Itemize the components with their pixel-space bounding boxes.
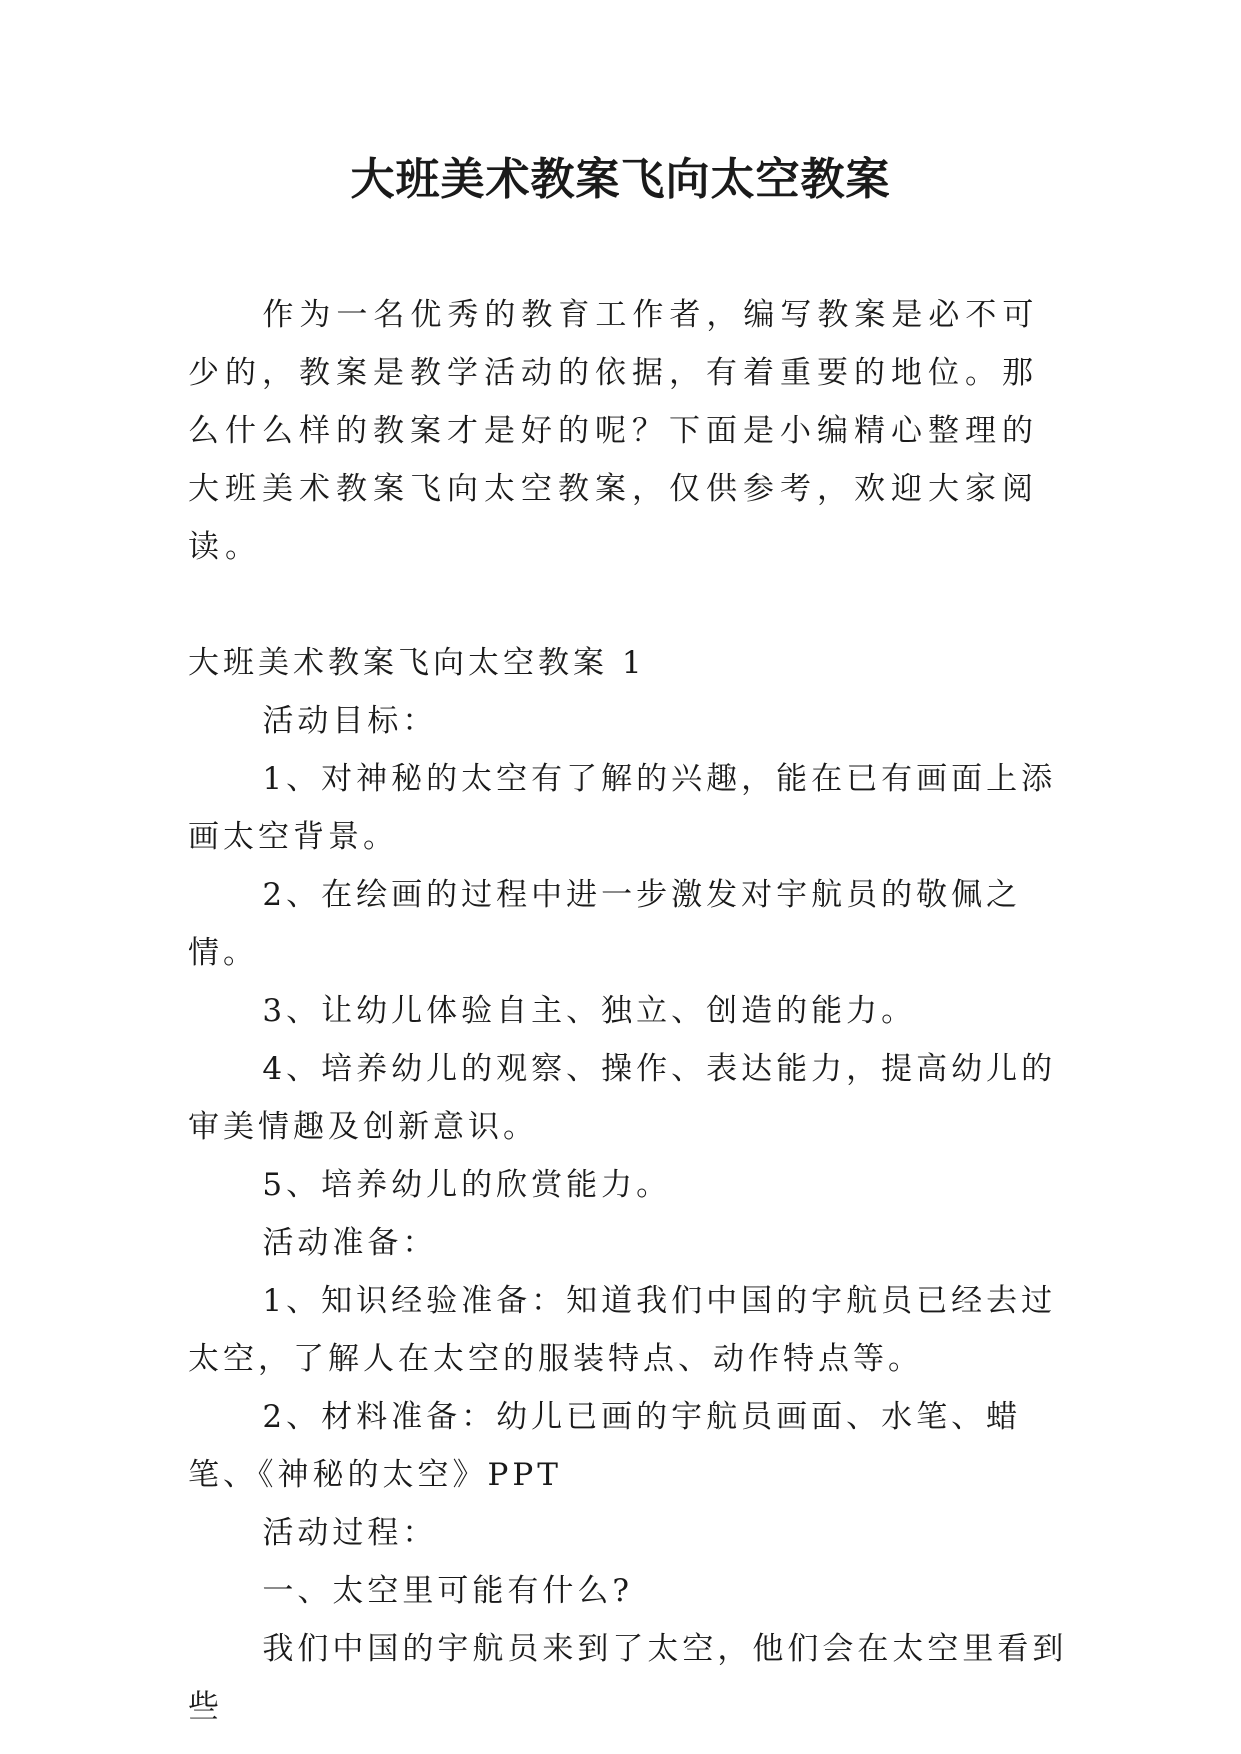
paragraph-prep-1: 1、知识经验准备：知道我们中国的宇航员已经去过太空，了解人在太空的服装特点、动作特点等。 <box>188 1283 1057 1377</box>
section-heading: 大班美术教案飞向太空教案 1 <box>188 645 646 681</box>
paragraph-prep-2: 2、材料准备：幼儿已画的宇航员画面、水笔、蜡笔、《神秘的太空》PPT <box>188 1399 1022 1493</box>
paragraph-goal-4: 4、培养幼儿的观察、操作、表达能力，提高幼儿的审美情趣及创新意识。 <box>188 1051 1057 1145</box>
paragraph-activity-goals-label: 活动目标： <box>262 703 438 739</box>
paragraph-goal-3: 3、让幼儿体验自主、独立、创造的能力。 <box>262 993 917 1029</box>
intro-paragraph: 作为一名优秀的教育工作者，编写教案是必不可少的，教案是教学活动的依据，有着重要的地位。那么什么样的教案才是好的呢？下面是小编精心整理的大班美术教案飞向太空教案，仅供参考，欢迎大家阅读。 <box>188 297 1040 565</box>
paragraph-process-step-1: 一、太空里可能有什么? <box>262 1573 634 1609</box>
paragraph-activity-prep-label: 活动准备： <box>262 1225 438 1261</box>
paragraph-activity-process-label: 活动过程： <box>262 1515 438 1551</box>
document-body <box>188 286 1068 1736</box>
paragraph-goal-5: 5、培养幼儿的欣赏能力。 <box>262 1167 672 1203</box>
paragraph-goal-2: 2、在绘画的过程中进一步激发对宇航员的敬佩之情。 <box>188 877 1022 971</box>
document-title: 大班美术教案飞向太空教案 <box>350 154 891 205</box>
paragraph-goal-1: 1、对神秘的太空有了解的兴趣，能在已有画面上添画太空背景。 <box>188 761 1057 855</box>
paragraph-process-text: 我们中国的宇航员来到了太空，他们会在太空里看到些 <box>188 1631 1068 1725</box>
